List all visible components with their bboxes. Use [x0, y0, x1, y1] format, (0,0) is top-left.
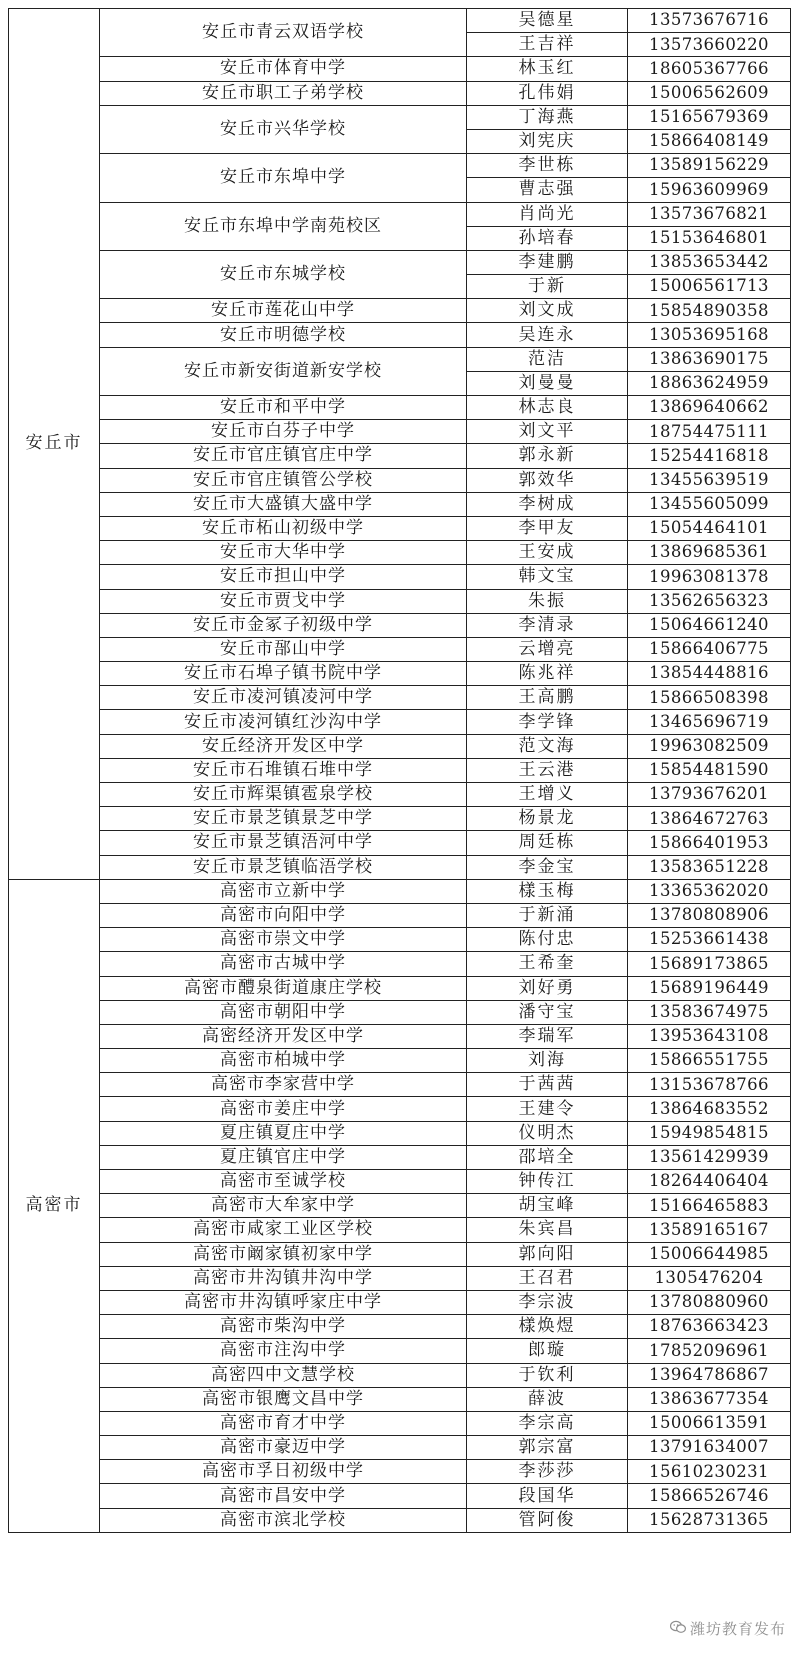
phone-number-cell: 13854448816 [628, 662, 791, 686]
phone-number-cell: 13583674975 [628, 1000, 791, 1024]
school-name-cell: 夏庄镇官庄中学 [100, 1145, 467, 1169]
phone-number-cell: 18763663423 [628, 1315, 791, 1339]
contact-person-cell: 李瑞军 [467, 1024, 628, 1048]
contact-person-cell: 郎璇 [467, 1339, 628, 1363]
school-name-cell: 高密市崇文中学 [100, 928, 467, 952]
phone-number-cell: 15949854815 [628, 1121, 791, 1145]
contact-person-cell: 郭向阳 [467, 1242, 628, 1266]
contact-table-container [8, 8, 788, 1533]
school-name-cell: 高密市醴泉街道康庄学校 [100, 976, 467, 1000]
contact-person-cell: 刘文成 [467, 299, 628, 323]
contact-person-cell: 刘文平 [467, 420, 628, 444]
table-row [9, 976, 791, 1000]
contact-person-cell: 范文海 [467, 734, 628, 758]
contact-person-cell: 李树成 [467, 492, 628, 516]
table-row [9, 1266, 791, 1290]
table-row [9, 1387, 791, 1411]
contact-person-cell: 于钦利 [467, 1363, 628, 1387]
contact-person-cell: 朱振 [467, 589, 628, 613]
phone-number-cell: 15254416818 [628, 444, 791, 468]
school-name-cell: 安丘市石堆镇石堆中学 [100, 758, 467, 782]
phone-number-cell: 13561429939 [628, 1145, 791, 1169]
table-row [9, 686, 791, 710]
school-name-cell: 安丘市大盛镇大盛中学 [100, 492, 467, 516]
contact-person-cell: 胡宝峰 [467, 1194, 628, 1218]
table-row [9, 589, 791, 613]
contact-person-cell: 钟传江 [467, 1170, 628, 1194]
contact-person-cell: 李金宝 [467, 855, 628, 879]
phone-number-cell: 15866408149 [628, 129, 791, 153]
table-row [9, 903, 791, 927]
watermark-text: 潍坊教育发布 [689, 1620, 786, 1638]
contact-person-cell: 王吉祥 [467, 33, 628, 57]
table-row [9, 1508, 791, 1532]
school-name-cell: 高密市滨北学校 [100, 1508, 467, 1532]
table-row [9, 1073, 791, 1097]
phone-number-cell: 18605367766 [628, 57, 791, 81]
contact-person-cell: 云增亮 [467, 637, 628, 661]
phone-number-cell: 15610230231 [628, 1460, 791, 1484]
school-name-cell: 高密市大牟家中学 [100, 1194, 467, 1218]
contact-person-cell: 韩文宝 [467, 565, 628, 589]
school-name-cell: 安丘市郚山中学 [100, 637, 467, 661]
school-name-cell: 高密市柴沟中学 [100, 1315, 467, 1339]
phone-number-cell: 15866551755 [628, 1049, 791, 1073]
table-row [9, 1339, 791, 1363]
school-name-cell: 高密市井沟镇井沟中学 [100, 1266, 467, 1290]
contact-person-cell: 朱宾昌 [467, 1218, 628, 1242]
school-name-cell: 安丘市东埠中学南苑校区 [100, 202, 467, 250]
table-row [9, 1363, 791, 1387]
contact-person-cell: 于茜茜 [467, 1073, 628, 1097]
contact-person-cell: 杨景龙 [467, 807, 628, 831]
school-name-cell: 高密市昌安中学 [100, 1484, 467, 1508]
school-name-cell: 安丘市担山中学 [100, 565, 467, 589]
school-name-cell: 安丘市贾戈中学 [100, 589, 467, 613]
contact-person-cell: 周廷栋 [467, 831, 628, 855]
phone-number-cell: 15166465883 [628, 1194, 791, 1218]
phone-number-cell: 19963082509 [628, 734, 791, 758]
phone-number-cell: 13863690175 [628, 347, 791, 371]
school-name-cell: 安丘市景芝镇临浯学校 [100, 855, 467, 879]
table-row [9, 492, 791, 516]
phone-number-cell: 13864683552 [628, 1097, 791, 1121]
phone-number-cell: 15165679369 [628, 105, 791, 129]
phone-number-cell: 15866526746 [628, 1484, 791, 1508]
school-name-cell: 高密市立新中学 [100, 879, 467, 903]
phone-number-cell: 13793676201 [628, 783, 791, 807]
phone-number-cell: 18754475111 [628, 420, 791, 444]
table-row [9, 565, 791, 589]
contact-person-cell: 仪明杰 [467, 1121, 628, 1145]
table-row [9, 1460, 791, 1484]
school-name-cell: 高密四中文慧学校 [100, 1363, 467, 1387]
table-row [9, 347, 791, 371]
school-name-cell: 高密经济开发区中学 [100, 1024, 467, 1048]
school-name-cell: 安丘市凌河镇红沙沟中学 [100, 710, 467, 734]
school-name-cell: 高密市咸家工业区学校 [100, 1218, 467, 1242]
school-name-cell: 安丘市金冢子初级中学 [100, 613, 467, 637]
table-row [9, 952, 791, 976]
contact-person-cell: 林志良 [467, 396, 628, 420]
phone-number-cell: 15006562609 [628, 81, 791, 105]
phone-number-cell: 15006644985 [628, 1242, 791, 1266]
contact-person-cell: 段国华 [467, 1484, 628, 1508]
school-name-cell: 高密市井沟镇呼家庄中学 [100, 1290, 467, 1314]
phone-number-cell: 13153678766 [628, 1073, 791, 1097]
contact-person-cell: 曹志强 [467, 178, 628, 202]
school-name-cell: 安丘市青云双语学校 [100, 9, 467, 57]
phone-number-cell: 15689173865 [628, 952, 791, 976]
school-name-cell: 高密市向阳中学 [100, 903, 467, 927]
phone-number-cell: 13964786867 [628, 1363, 791, 1387]
phone-number-cell: 13465696719 [628, 710, 791, 734]
school-name-cell: 安丘市景芝镇浯河中学 [100, 831, 467, 855]
table-row [9, 420, 791, 444]
school-name-cell: 安丘市景芝镇景芝中学 [100, 807, 467, 831]
phone-number-cell: 15866401953 [628, 831, 791, 855]
phone-number-cell: 13780808906 [628, 903, 791, 927]
contact-person-cell: 李世栋 [467, 154, 628, 178]
phone-number-cell: 15153646801 [628, 226, 791, 250]
school-name-cell: 高密市李家营中学 [100, 1073, 467, 1097]
contact-person-cell: 王高鹏 [467, 686, 628, 710]
school-name-cell: 高密市豪迈中学 [100, 1436, 467, 1460]
phone-number-cell: 15064661240 [628, 613, 791, 637]
phone-number-cell: 13573676716 [628, 9, 791, 33]
phone-number-cell: 17852096961 [628, 1339, 791, 1363]
phone-number-cell: 13573676821 [628, 202, 791, 226]
phone-number-cell: 13589156229 [628, 154, 791, 178]
table-row [9, 758, 791, 782]
contact-person-cell: 李清录 [467, 613, 628, 637]
table-row [9, 1097, 791, 1121]
table-row [9, 855, 791, 879]
table-row [9, 734, 791, 758]
table-row [9, 710, 791, 734]
contact-person-cell: 李学锋 [467, 710, 628, 734]
school-name-cell: 安丘市新安街道新安学校 [100, 347, 467, 395]
school-name-cell: 夏庄镇夏庄中学 [100, 1121, 467, 1145]
contact-person-cell: 樣焕煜 [467, 1315, 628, 1339]
table-row [9, 57, 791, 81]
phone-number-cell: 13583651228 [628, 855, 791, 879]
school-name-cell: 安丘市莲花山中学 [100, 299, 467, 323]
school-name-cell: 安丘市官庄镇官庄中学 [100, 444, 467, 468]
table-row [9, 468, 791, 492]
contact-person-cell: 薛波 [467, 1387, 628, 1411]
phone-number-cell: 13864672763 [628, 807, 791, 831]
table-row [9, 81, 791, 105]
contact-person-cell: 王召君 [467, 1266, 628, 1290]
table-row [9, 250, 791, 274]
contact-person-cell: 潘守宝 [467, 1000, 628, 1024]
school-name-cell: 高密市至诚学校 [100, 1170, 467, 1194]
school-contact-table [8, 8, 791, 1533]
table-row [9, 1121, 791, 1145]
phone-number-cell: 15006561713 [628, 275, 791, 299]
school-name-cell: 安丘市辉渠镇雹泉学校 [100, 783, 467, 807]
phone-number-cell: 1305476204 [628, 1266, 791, 1290]
phone-number-cell: 15006613591 [628, 1411, 791, 1435]
phone-number-cell: 15054464101 [628, 516, 791, 540]
school-name-cell: 安丘市石埠子镇书院中学 [100, 662, 467, 686]
school-name-cell: 安丘市官庄镇管公学校 [100, 468, 467, 492]
table-row [9, 1218, 791, 1242]
contact-person-cell: 吴连永 [467, 323, 628, 347]
contact-person-cell: 肖尚光 [467, 202, 628, 226]
contact-person-cell: 李莎莎 [467, 1460, 628, 1484]
table-row [9, 396, 791, 420]
table-row [9, 1145, 791, 1169]
phone-number-cell: 13863677354 [628, 1387, 791, 1411]
table-row [9, 1170, 791, 1194]
table-row [9, 1049, 791, 1073]
phone-number-cell: 13869685361 [628, 541, 791, 565]
school-name-cell: 安丘市和平中学 [100, 396, 467, 420]
school-name-cell: 高密市孚日初级中学 [100, 1460, 467, 1484]
phone-number-cell: 15628731365 [628, 1508, 791, 1532]
contact-person-cell: 王增义 [467, 783, 628, 807]
table-row [9, 202, 791, 226]
phone-number-cell: 15866508398 [628, 686, 791, 710]
table-row [9, 1484, 791, 1508]
table-row [9, 879, 791, 903]
city-cell: 高密市 [9, 879, 100, 1532]
contact-person-cell: 刘宪庆 [467, 129, 628, 153]
phone-number-cell: 13589165167 [628, 1218, 791, 1242]
contact-person-cell: 陈付忠 [467, 928, 628, 952]
phone-number-cell: 13853653442 [628, 250, 791, 274]
table-row [9, 1000, 791, 1024]
school-name-cell: 高密市银鹰文昌中学 [100, 1387, 467, 1411]
table-row [9, 323, 791, 347]
contact-person-cell: 吴德星 [467, 9, 628, 33]
school-name-cell: 安丘经济开发区中学 [100, 734, 467, 758]
table-row [9, 1242, 791, 1266]
phone-number-cell: 13455605099 [628, 492, 791, 516]
phone-number-cell: 15854890358 [628, 299, 791, 323]
table-row [9, 154, 791, 178]
contact-person-cell: 李宗高 [467, 1411, 628, 1435]
contact-person-cell: 刘海 [467, 1049, 628, 1073]
table-row [9, 637, 791, 661]
table-row [9, 1315, 791, 1339]
table-row [9, 9, 791, 33]
table-row [9, 105, 791, 129]
contact-person-cell: 范洁 [467, 347, 628, 371]
contact-person-cell: 王希奎 [467, 952, 628, 976]
table-row [9, 831, 791, 855]
contact-person-cell: 刘好勇 [467, 976, 628, 1000]
contact-person-cell: 王建令 [467, 1097, 628, 1121]
contact-person-cell: 李甲友 [467, 516, 628, 540]
school-name-cell: 安丘市兴华学校 [100, 105, 467, 153]
table-row [9, 1194, 791, 1218]
phone-number-cell: 13869640662 [628, 396, 791, 420]
phone-number-cell: 18264406404 [628, 1170, 791, 1194]
wechat-official-account-icon [670, 1620, 686, 1638]
school-name-cell: 高密市柏城中学 [100, 1049, 467, 1073]
school-name-cell: 安丘市柘山初级中学 [100, 516, 467, 540]
source-watermark [670, 1618, 786, 1639]
school-name-cell: 安丘市白芬子中学 [100, 420, 467, 444]
table-row [9, 783, 791, 807]
contact-person-cell: 郭永新 [467, 444, 628, 468]
contact-person-cell: 于新涌 [467, 903, 628, 927]
table-row [9, 662, 791, 686]
phone-number-cell: 15963609969 [628, 178, 791, 202]
contact-person-cell: 管阿俊 [467, 1508, 628, 1532]
contact-person-cell: 陈兆祥 [467, 662, 628, 686]
contact-person-cell: 于新 [467, 275, 628, 299]
table-row [9, 1411, 791, 1435]
phone-number-cell: 15866406775 [628, 637, 791, 661]
table-body [9, 9, 791, 1533]
contact-person-cell: 孔伟娟 [467, 81, 628, 105]
school-name-cell: 高密市育才中学 [100, 1411, 467, 1435]
table-row [9, 1436, 791, 1460]
table-row [9, 299, 791, 323]
contact-person-cell: 邵培全 [467, 1145, 628, 1169]
phone-number-cell: 15253661438 [628, 928, 791, 952]
table-row [9, 1290, 791, 1314]
contact-person-cell: 丁海燕 [467, 105, 628, 129]
phone-number-cell: 18863624959 [628, 371, 791, 395]
contact-person-cell: 王安成 [467, 541, 628, 565]
school-name-cell: 安丘市东埠中学 [100, 154, 467, 202]
table-row [9, 928, 791, 952]
school-name-cell: 高密市朝阳中学 [100, 1000, 467, 1024]
contact-person-cell: 樣玉梅 [467, 879, 628, 903]
city-cell: 安丘市 [9, 9, 100, 880]
phone-number-cell: 13791634007 [628, 1436, 791, 1460]
phone-number-cell: 13573660220 [628, 33, 791, 57]
contact-person-cell: 郭宗富 [467, 1436, 628, 1460]
contact-person-cell: 李宗波 [467, 1290, 628, 1314]
table-row [9, 516, 791, 540]
phone-number-cell: 19963081378 [628, 565, 791, 589]
school-name-cell: 高密市注沟中学 [100, 1339, 467, 1363]
table-row [9, 541, 791, 565]
phone-number-cell: 13953643108 [628, 1024, 791, 1048]
table-row [9, 613, 791, 637]
school-name-cell: 高密市姜庄中学 [100, 1097, 467, 1121]
contact-person-cell: 王云港 [467, 758, 628, 782]
table-row [9, 807, 791, 831]
school-name-cell: 安丘市职工子弟学校 [100, 81, 467, 105]
phone-number-cell: 13562656323 [628, 589, 791, 613]
phone-number-cell: 13365362020 [628, 879, 791, 903]
school-name-cell: 安丘市明德学校 [100, 323, 467, 347]
table-row [9, 1024, 791, 1048]
school-name-cell: 安丘市凌河镇凌河中学 [100, 686, 467, 710]
school-name-cell: 安丘市东城学校 [100, 250, 467, 298]
contact-person-cell: 李建鹏 [467, 250, 628, 274]
school-name-cell: 安丘市体育中学 [100, 57, 467, 81]
phone-number-cell: 13455639519 [628, 468, 791, 492]
phone-number-cell: 13780880960 [628, 1290, 791, 1314]
contact-person-cell: 郭效华 [467, 468, 628, 492]
phone-number-cell: 13053695168 [628, 323, 791, 347]
school-name-cell: 高密市古城中学 [100, 952, 467, 976]
phone-number-cell: 15689196449 [628, 976, 791, 1000]
table-row [9, 444, 791, 468]
school-name-cell: 高密市阚家镇初家中学 [100, 1242, 467, 1266]
contact-person-cell: 孙培春 [467, 226, 628, 250]
phone-number-cell: 15854481590 [628, 758, 791, 782]
school-name-cell: 安丘市大华中学 [100, 541, 467, 565]
contact-person-cell: 刘曼曼 [467, 371, 628, 395]
contact-person-cell: 林玉红 [467, 57, 628, 81]
